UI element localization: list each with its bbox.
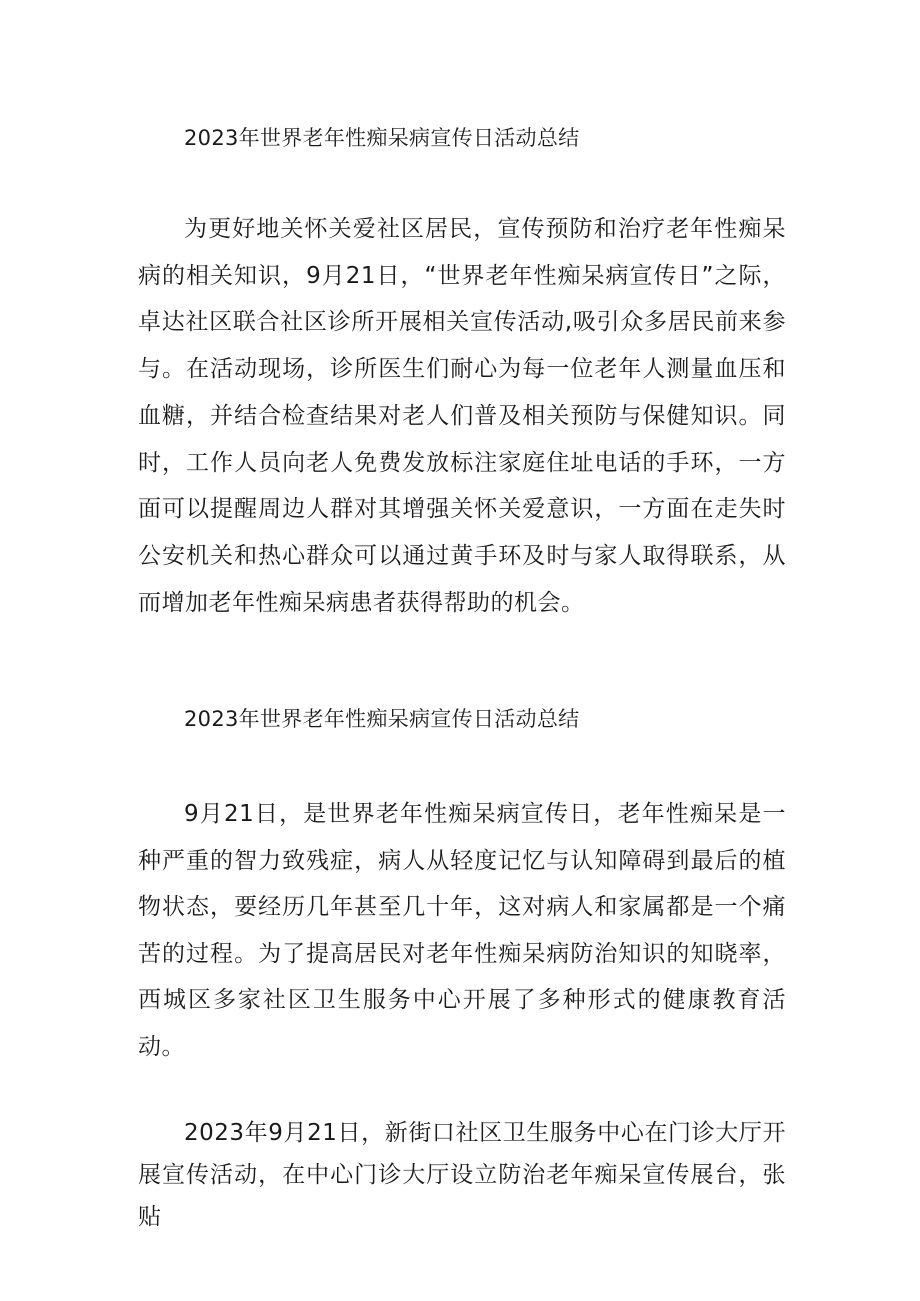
document-title-2: 2023年世界老年性痴呆病宣传日活动总结 [184, 707, 580, 731]
paragraph-2: 9月21日，是世界老年性痴呆病宣传日，老年性痴呆是一种严重的智力致残症，病人从轻度记忆与认知障碍到最后的植物状态，要经历几年甚至几十年，这对病人和家属都是一个痛苦的过程。为了提高居民对老年性痴呆病防治知识的知晓率，西城区多家社区卫生服务中心开展了多种形式的健康教育活动。 [138, 801, 786, 1060]
document-title-1: 2023年世界老年性痴呆病宣传日活动总结 [184, 126, 580, 150]
paragraph-3: 2023年9月21日，新街口社区卫生服务中心在门诊大厅开展宣传活动，在中心门诊大厅设立防治老年痴呆宣传展台，张贴 [138, 1120, 786, 1230]
paragraph-1: 为更好地关怀关爱社区居民，宣传预防和治疗老年性痴呆病的相关知识，9月21日，“世界老年性痴呆病宣传日”之际，卓达社区联合社区诊所开展相关宣传活动,吸引众多居民前来参与。在活动现场，诊所医生们耐心为每一位老年人测量血压和血糖，并结合检查结果对老人们普及相关预防与保健知识。同时，工作人员向老人免费发放标注家庭住址电话的手环，一方面可以提醒周边人群对其增强关怀关爱意识，一方面在走失时公安机关和热心群众可以通过黄手环及时与家人取得联系，从而增加老年性痴呆病患者获得帮助的机会。 [138, 216, 786, 616]
